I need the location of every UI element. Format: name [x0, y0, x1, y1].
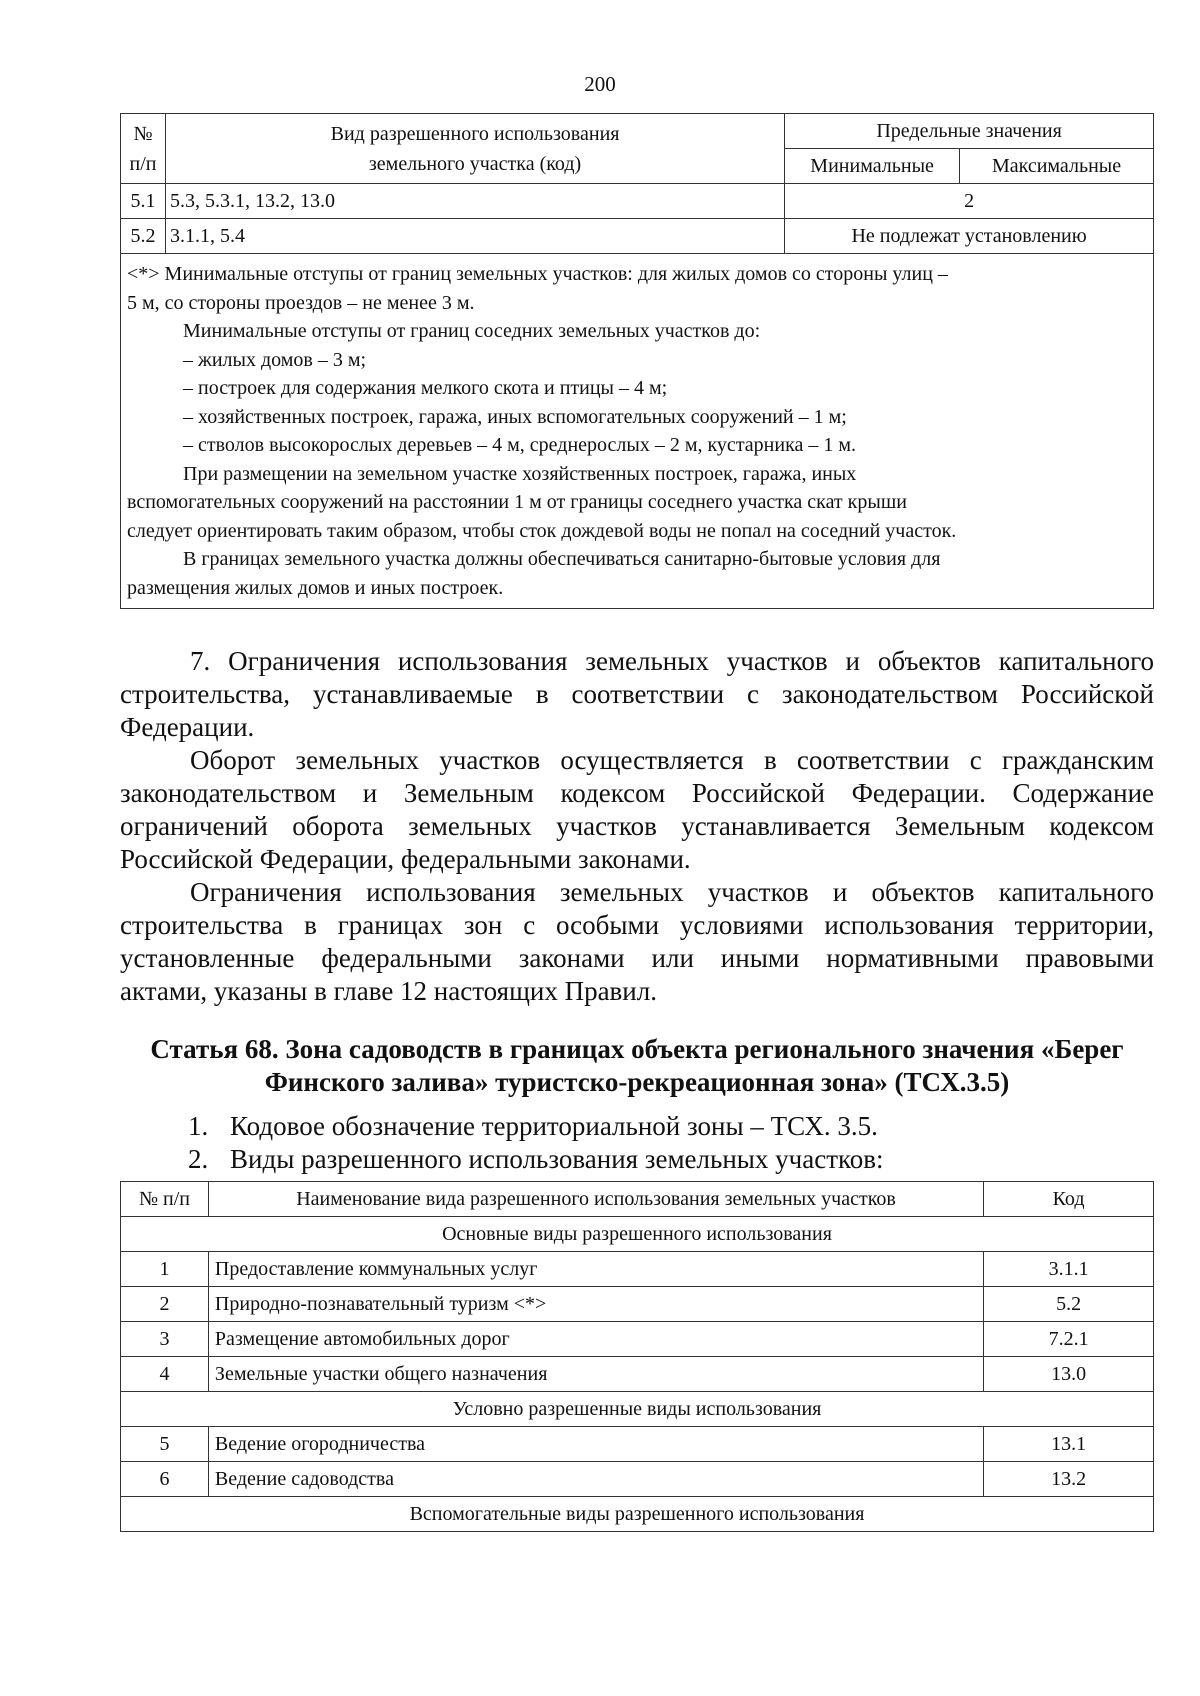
- header-usage-type-line1: Вид разрешенного использования: [330, 122, 620, 145]
- row-name: Земельные участки общего назначения: [208, 1357, 983, 1392]
- header-num-line1: №: [133, 122, 153, 145]
- header-min: Минимальные: [785, 149, 960, 184]
- section-auxiliary: Вспомогательные виды разрешенного использования: [121, 1497, 1154, 1532]
- row-codes: 3.1.1, 5.4: [165, 219, 784, 254]
- paragraph-line: 7. Ограничения использования земельных участков и объектов капитального: [190, 646, 1154, 676]
- section-main: Основные виды разрешенного использования: [121, 1217, 1154, 1252]
- row-num: 3: [121, 1322, 209, 1357]
- table-row: [121, 1462, 1154, 1497]
- table-row: [121, 1322, 1154, 1357]
- body-paragraphs: [120, 645, 1154, 1008]
- row-value: Не подлежат установлению: [785, 219, 1154, 254]
- table-row: [121, 219, 1154, 254]
- row-num: 5.1: [121, 184, 166, 219]
- limits-table: [120, 113, 1154, 609]
- item-number: 1.: [188, 1111, 209, 1141]
- header-code: Код: [984, 1182, 1154, 1217]
- note-line: Минимальные отступы от границ соседних земельных участков до:: [183, 320, 761, 342]
- item-number: 2.: [188, 1144, 209, 1174]
- table-row: [121, 1427, 1154, 1462]
- note-line: 5 м, со стороны проездов – не менее 3 м.: [127, 291, 475, 314]
- row-code: 13.1: [984, 1427, 1154, 1462]
- page-number: 200: [584, 72, 616, 96]
- note-line: – построек для содержания мелкого скота и птицы – 4 м;: [183, 377, 668, 399]
- note-line: следует ориентировать таким образом, чтобы сток дождевой воды не попал на соседний участок.: [127, 519, 957, 542]
- numbered-item-2: [188, 1143, 884, 1176]
- row-code: 5.2: [984, 1287, 1154, 1322]
- numbered-item-1: [188, 1110, 878, 1143]
- row-name: Предоставление коммунальных услуг: [208, 1252, 983, 1287]
- row-name: Природно-познавательный туризм <*>: [208, 1287, 983, 1322]
- table-row: [121, 184, 1154, 219]
- row-name: Ведение огородничества: [208, 1427, 983, 1462]
- paragraph-line: законодательством и Земельным кодексом Российской Федерации. Содержание: [120, 778, 1154, 808]
- note-line: вспомогательных сооружений на расстоянии 1 м от границы соседнего участка скат крыши: [127, 491, 907, 513]
- row-num: 4: [121, 1357, 209, 1392]
- row-name: Ведение садоводства: [208, 1462, 983, 1497]
- row-code: 13.2: [984, 1462, 1154, 1497]
- paragraph-line: Федерации.: [120, 712, 255, 742]
- paragraph-line: строительства в границах зон с особыми условиями использования территории,: [120, 910, 1154, 940]
- item-text: Кодовое обозначение территориальной зоны – ТСХ. 3.5.: [230, 1111, 878, 1141]
- note-line: размещения жилых домов и иных построек.: [127, 576, 504, 599]
- row-codes: 5.3, 5.3.1, 13.2, 13.0: [165, 184, 784, 219]
- table-row: [121, 1252, 1154, 1287]
- row-name: Размещение автомобильных дорог: [208, 1322, 983, 1357]
- section-conditional: Условно разрешенные виды использования: [121, 1392, 1154, 1427]
- header-max: Максимальные: [960, 149, 1154, 184]
- note-line: – стволов высокорослых деревьев – 4 м, среднерослых – 2 м, кустарника – 1 м.: [183, 434, 857, 456]
- header-num: [121, 114, 166, 184]
- header-usage-type-line2: земельного участка (код): [368, 152, 582, 175]
- paragraph-line: актами, указаны в главе 12 настоящих Правил.: [120, 976, 657, 1006]
- row-num: 5.2: [121, 219, 166, 254]
- paragraph-line: Ограничения использования земельных участков и объектов капитального: [190, 877, 1154, 907]
- row-value: 2: [785, 184, 1154, 219]
- row-code: 3.1.1: [984, 1252, 1154, 1287]
- note-line: <*> Минимальные отступы от границ земельных участков: для жилых домов со стороны улиц –: [127, 263, 948, 285]
- row-num: 6: [121, 1462, 209, 1497]
- article-title-line2: Финского залива» туристско-рекреационная зона» (ТСХ.3.5): [264, 1067, 1010, 1097]
- note-line: – хозяйственных построек, гаража, иных вспомогательных сооружений – 1 м;: [183, 405, 847, 428]
- header-usage-type: [165, 114, 784, 184]
- note-line: При размещении на земельном участке хозяйственных построек, гаража, иных: [183, 462, 857, 485]
- article-title: [120, 1033, 1154, 1099]
- note-line: – жилых домов – 3 м;: [183, 348, 367, 371]
- paragraph-line: Российской Федерации, федеральными законами.: [120, 844, 691, 874]
- paragraph-line: ограничений оборота земельных участков устанавливается Земельным кодексом: [120, 811, 1154, 841]
- article-title-line1: Статья 68. Зона садоводств в границах объекта регионального значения «Берег: [150, 1034, 1124, 1064]
- header-num: № п/п: [121, 1182, 209, 1217]
- header-name: Наименование вида разрешенного использования земельных участков: [208, 1182, 983, 1217]
- note-line: В границах земельного участка должны обеспечиваться санитарно-бытовые условия для: [183, 548, 941, 570]
- item-text: Виды разрешенного использования земельных участков:: [230, 1144, 884, 1174]
- row-num: 5: [121, 1427, 209, 1462]
- header-num-line2: п/п: [129, 152, 157, 175]
- paragraph-line: строительства, устанавливаемые в соответствии с законодательством Российской: [120, 679, 1154, 709]
- header-limits: Предельные значения: [785, 114, 1154, 149]
- table-row: [121, 1357, 1154, 1392]
- row-code: 7.2.1: [984, 1322, 1154, 1357]
- row-code: 13.0: [984, 1357, 1154, 1392]
- paragraph-line: установленные федеральными законами или иными нормативными правовыми: [120, 943, 1154, 973]
- table-row: [121, 1287, 1154, 1322]
- permitted-use-table: [120, 1181, 1154, 1532]
- row-num: 2: [121, 1287, 209, 1322]
- row-num: 1: [121, 1252, 209, 1287]
- footnote-cell: [121, 254, 1154, 609]
- paragraph-line: Оборот земельных участков осуществляется в соответствии с гражданским: [190, 745, 1154, 775]
